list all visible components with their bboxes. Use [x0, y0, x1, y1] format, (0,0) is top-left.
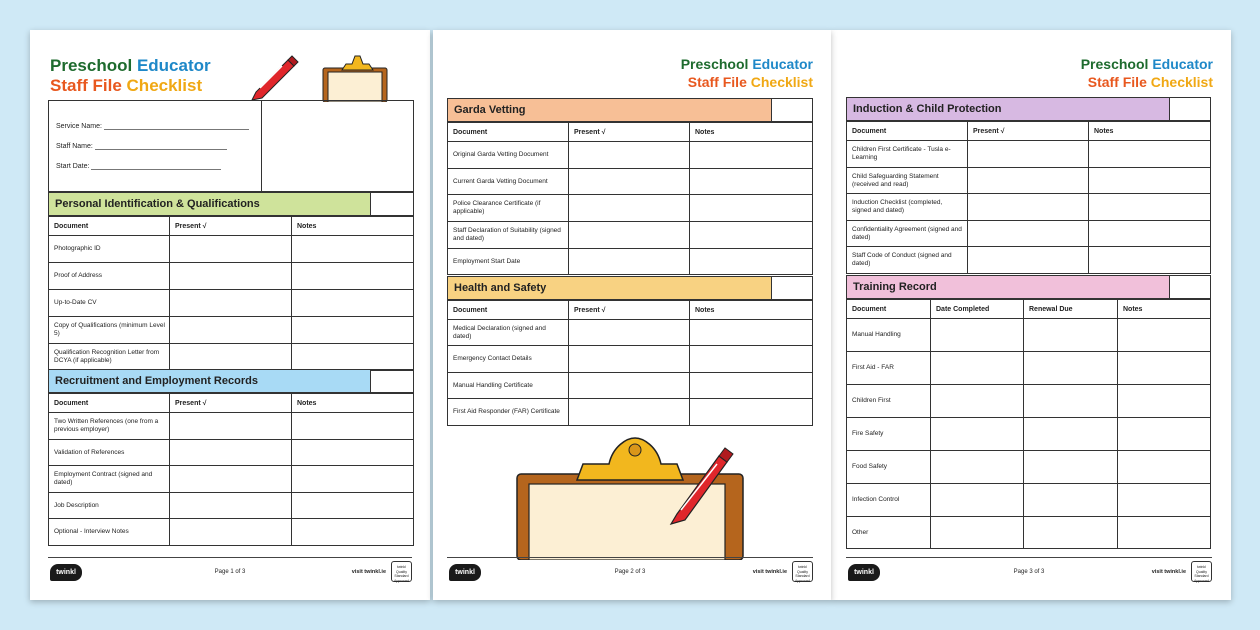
present-cell[interactable] — [170, 290, 292, 317]
table-row — [847, 418, 1211, 451]
quality-badge-icon: twinkl Quality Standard Approved — [792, 561, 813, 582]
date-completed-cell[interactable] — [931, 385, 1024, 418]
checklist-table — [48, 216, 414, 371]
checklist-table — [846, 121, 1211, 274]
document-cell: Employment Start Date — [448, 249, 569, 275]
column-header: Notes — [690, 301, 813, 320]
page-number: Page 3 of 3 — [1013, 569, 1045, 575]
present-cell[interactable] — [170, 519, 292, 546]
notes-cell[interactable] — [292, 344, 414, 371]
document-cell: Up-to-Date CV — [49, 290, 170, 317]
document-cell: Current Garda Vetting Document — [448, 169, 569, 195]
table-row — [448, 195, 813, 222]
table-row — [847, 352, 1211, 385]
table-row — [847, 319, 1211, 352]
column-header: Present √ — [170, 394, 292, 413]
column-header: Renewal Due — [1024, 300, 1118, 319]
title-word: Staff File — [687, 74, 747, 90]
title-word: Staff File — [50, 76, 122, 95]
document-cell: Other — [847, 517, 931, 549]
table-row — [847, 221, 1211, 247]
notes-cell[interactable] — [292, 466, 414, 493]
page-footer — [846, 557, 1212, 585]
table-row — [847, 194, 1211, 221]
notes-cell[interactable] — [1118, 517, 1211, 549]
present-cell[interactable] — [968, 221, 1089, 247]
column-header: Document — [49, 394, 170, 413]
notes-cell[interactable] — [292, 236, 414, 263]
table-row — [49, 344, 414, 371]
column-header: Date Completed — [931, 300, 1024, 319]
quality-badge-icon: twinkl Quality Standard Approved — [391, 561, 412, 582]
present-cell[interactable] — [569, 346, 690, 373]
table-row — [847, 385, 1211, 418]
section-title: Training Record — [847, 276, 1170, 298]
document-cell: Qualification Recognition Letter from DCYA (if applicable) — [49, 344, 170, 371]
notes-cell[interactable] — [1089, 247, 1211, 274]
notes-cell[interactable] — [1089, 221, 1211, 247]
section-title: Health and Safety — [448, 277, 772, 299]
notes-cell[interactable] — [690, 195, 813, 222]
present-cell[interactable] — [170, 344, 292, 371]
document-cell: Induction Checklist (completed, signed and dated) — [847, 194, 968, 221]
present-cell[interactable] — [569, 249, 690, 275]
clipboard-pen-illustration — [248, 52, 398, 102]
notes-cell[interactable] — [1118, 451, 1211, 484]
table-row — [847, 141, 1211, 168]
notes-cell[interactable] — [1118, 319, 1211, 352]
document-cell: Children First Certificate - Tusla e-Learning — [847, 141, 968, 168]
column-header: Present √ — [170, 217, 292, 236]
renewal-due-cell[interactable] — [1024, 484, 1118, 517]
document-cell: Police Clearance Certificate (if applicable) — [448, 195, 569, 222]
twinkl-logo: twinkl — [848, 564, 880, 581]
table-row — [847, 247, 1211, 274]
section-header — [846, 275, 1211, 299]
quality-badge-icon: twinkl Quality Standard Approved — [1191, 561, 1212, 582]
table-row — [49, 413, 414, 440]
table-row — [49, 493, 414, 519]
title-word: Preschool — [1080, 56, 1149, 72]
column-header: Present √ — [968, 122, 1089, 141]
twinkl-logo: twinkl — [50, 564, 82, 581]
notes-cell[interactable] — [292, 413, 414, 440]
title-word: Preschool — [50, 56, 133, 75]
notes-cell[interactable] — [690, 320, 813, 346]
date-completed-cell[interactable] — [931, 352, 1024, 385]
service-name-field[interactable]: Service Name: — [56, 123, 249, 130]
present-cell[interactable] — [569, 142, 690, 169]
personal-id-section — [48, 192, 414, 371]
table-row — [448, 346, 813, 373]
document-title — [681, 55, 813, 91]
renewal-due-cell[interactable] — [1024, 319, 1118, 352]
section-header — [846, 97, 1211, 121]
present-cell[interactable] — [569, 169, 690, 195]
document-cell: Staff Code of Conduct (signed and dated) — [847, 247, 968, 274]
column-header: Notes — [1118, 300, 1211, 319]
table-row — [448, 373, 813, 399]
notes-cell[interactable] — [292, 263, 414, 290]
section-header — [48, 369, 414, 393]
staff-name-field[interactable]: Staff Name: — [56, 143, 227, 150]
present-cell[interactable] — [170, 263, 292, 290]
notes-cell[interactable] — [1118, 484, 1211, 517]
document-cell: Fire Safety — [847, 418, 931, 451]
column-header: Document — [49, 217, 170, 236]
column-header: Document — [448, 123, 569, 142]
notes-cell[interactable] — [292, 493, 414, 519]
table-row — [448, 249, 813, 275]
present-cell[interactable] — [968, 168, 1089, 194]
present-cell[interactable] — [569, 399, 690, 426]
notes-cell[interactable] — [1118, 418, 1211, 451]
date-completed-cell[interactable] — [931, 418, 1024, 451]
date-completed-cell[interactable] — [931, 451, 1024, 484]
section-header — [48, 192, 414, 216]
renewal-due-cell[interactable] — [1024, 418, 1118, 451]
document-cell: Child Safeguarding Statement (received and read) — [847, 168, 968, 194]
present-cell[interactable] — [170, 317, 292, 344]
table-row — [49, 263, 414, 290]
column-header: Notes — [292, 394, 414, 413]
table-row — [49, 440, 414, 466]
recruitment-section — [48, 369, 414, 546]
visit-link[interactable]: visit twinkl.ie — [351, 569, 386, 575]
present-cell[interactable] — [170, 236, 292, 263]
twinkl-logo: twinkl — [449, 564, 481, 581]
column-header: Notes — [292, 217, 414, 236]
section-header — [447, 276, 813, 300]
renewal-due-cell[interactable] — [1024, 451, 1118, 484]
document-cell: Children First — [847, 385, 931, 418]
checklist-table — [447, 300, 813, 426]
renewal-due-cell[interactable] — [1024, 385, 1118, 418]
table-row — [448, 169, 813, 195]
document-cell: Emergency Contact Details — [448, 346, 569, 373]
notes-cell[interactable] — [292, 440, 414, 466]
health-safety-section — [447, 276, 813, 426]
section-title: Induction & Child Protection — [847, 98, 1170, 120]
document-cell: Food Safety — [847, 451, 931, 484]
document-cell: Staff Declaration of Suitability (signed and dated) — [448, 222, 569, 249]
notes-cell[interactable] — [690, 346, 813, 373]
section-title: Recruitment and Employment Records — [49, 370, 371, 392]
title-word: Staff File — [1087, 74, 1147, 90]
document-cell: Original Garda Vetting Document — [448, 142, 569, 169]
column-header: Document — [448, 301, 569, 320]
document-cell: Copy of Qualifications (minimum Level 5) — [49, 317, 170, 344]
present-cell[interactable] — [170, 413, 292, 440]
document-cell: Optional - Interview Notes — [49, 519, 170, 546]
column-header: Present √ — [569, 301, 690, 320]
present-cell[interactable] — [170, 440, 292, 466]
document-cell: First Aid Responder (FAR) Certificate — [448, 399, 569, 426]
column-header: Document — [847, 300, 931, 319]
document-cell: Proof of Address — [49, 263, 170, 290]
document-cell: Job Description — [49, 493, 170, 519]
section-title: Personal Identification & Qualifications — [49, 193, 371, 215]
notes-cell[interactable] — [1118, 385, 1211, 418]
pen-icon — [252, 56, 298, 100]
document-cell: First Aid - FAR — [847, 352, 931, 385]
column-header: Notes — [1089, 122, 1211, 141]
document-cell: Validation of References — [49, 440, 170, 466]
notes-cell[interactable] — [292, 519, 414, 546]
title-word: Educator — [752, 56, 813, 72]
title-word: Educator — [136, 56, 211, 75]
table-row — [49, 236, 414, 263]
notes-cell[interactable] — [690, 222, 813, 249]
date-completed-cell[interactable] — [931, 517, 1024, 549]
present-cell[interactable] — [569, 195, 690, 222]
notes-cell[interactable] — [292, 290, 414, 317]
clipboard-icon — [517, 438, 743, 560]
notes-cell[interactable] — [1089, 194, 1211, 221]
table-row — [49, 466, 414, 493]
table-row — [49, 290, 414, 317]
checklist-table — [447, 122, 813, 275]
induction-section — [846, 97, 1211, 274]
notes-cell[interactable] — [690, 142, 813, 169]
document-title — [1081, 55, 1213, 91]
present-cell[interactable] — [968, 194, 1089, 221]
present-cell[interactable] — [569, 320, 690, 346]
page-number: Page 2 of 3 — [614, 569, 646, 575]
checklist-page-2 — [433, 30, 831, 600]
page-footer — [447, 557, 813, 585]
present-cell[interactable] — [170, 493, 292, 519]
table-row — [448, 320, 813, 346]
title-word: Educator — [1152, 56, 1213, 72]
title-word: Checklist — [1150, 74, 1213, 90]
table-row — [847, 484, 1211, 517]
document-cell: Infection Control — [847, 484, 931, 517]
title-word: Preschool — [680, 56, 749, 72]
table-row — [49, 519, 414, 546]
document-cell: Manual Handling Certificate — [448, 373, 569, 399]
present-cell[interactable] — [968, 141, 1089, 168]
renewal-due-cell[interactable] — [1024, 517, 1118, 549]
table-row — [847, 451, 1211, 484]
table-row — [847, 168, 1211, 194]
clipboard-pen-illustration — [513, 432, 753, 560]
checklist-table — [48, 393, 414, 546]
notes-cell[interactable] — [690, 373, 813, 399]
title-word: Checklist — [126, 76, 203, 95]
date-completed-cell[interactable] — [931, 484, 1024, 517]
checklist-page-1 — [30, 30, 430, 600]
training-record-section — [846, 275, 1211, 549]
present-cell[interactable] — [170, 466, 292, 493]
section-title: Garda Vetting — [448, 99, 772, 121]
visit-link[interactable]: visit twinkl.ie — [1151, 569, 1186, 575]
staff-info-box — [48, 100, 414, 192]
section-header — [447, 98, 813, 122]
document-cell: Manual Handling — [847, 319, 931, 352]
date-completed-cell[interactable] — [931, 319, 1024, 352]
checklist-page-3 — [831, 30, 1231, 600]
page-footer — [48, 557, 412, 585]
renewal-due-cell[interactable] — [1024, 352, 1118, 385]
document-cell: Photographic ID — [49, 236, 170, 263]
visit-link[interactable]: visit twinkl.ie — [752, 569, 787, 575]
present-cell[interactable] — [968, 247, 1089, 274]
column-header: Notes — [690, 123, 813, 142]
document-cell: Two Written References (one from a previous employer) — [49, 413, 170, 440]
table-row — [49, 317, 414, 344]
notes-cell[interactable] — [1118, 352, 1211, 385]
training-table — [846, 299, 1211, 549]
title-word: Checklist — [750, 74, 813, 90]
table-row — [448, 399, 813, 426]
page-number: Page 1 of 3 — [214, 569, 246, 575]
notes-cell[interactable] — [690, 249, 813, 275]
start-date-field[interactable]: Start Date: — [56, 163, 221, 170]
present-cell[interactable] — [569, 373, 690, 399]
notes-cell[interactable] — [1089, 168, 1211, 194]
document-cell: Medical Declaration (signed and dated) — [448, 320, 569, 346]
document-cell: Confidentiality Agreement (signed and dated) — [847, 221, 968, 247]
notes-cell[interactable] — [690, 399, 813, 426]
notes-cell[interactable] — [690, 169, 813, 195]
notes-cell[interactable] — [1089, 141, 1211, 168]
garda-vetting-section — [447, 98, 813, 275]
document-cell: Employment Contract (signed and dated) — [49, 466, 170, 493]
clipboard-icon — [323, 56, 387, 102]
present-cell[interactable] — [569, 222, 690, 249]
column-header: Present √ — [569, 123, 690, 142]
table-row — [847, 517, 1211, 549]
column-header: Document — [847, 122, 968, 141]
notes-cell[interactable] — [292, 317, 414, 344]
table-row — [448, 222, 813, 249]
table-row — [448, 142, 813, 169]
document-title — [50, 56, 211, 96]
